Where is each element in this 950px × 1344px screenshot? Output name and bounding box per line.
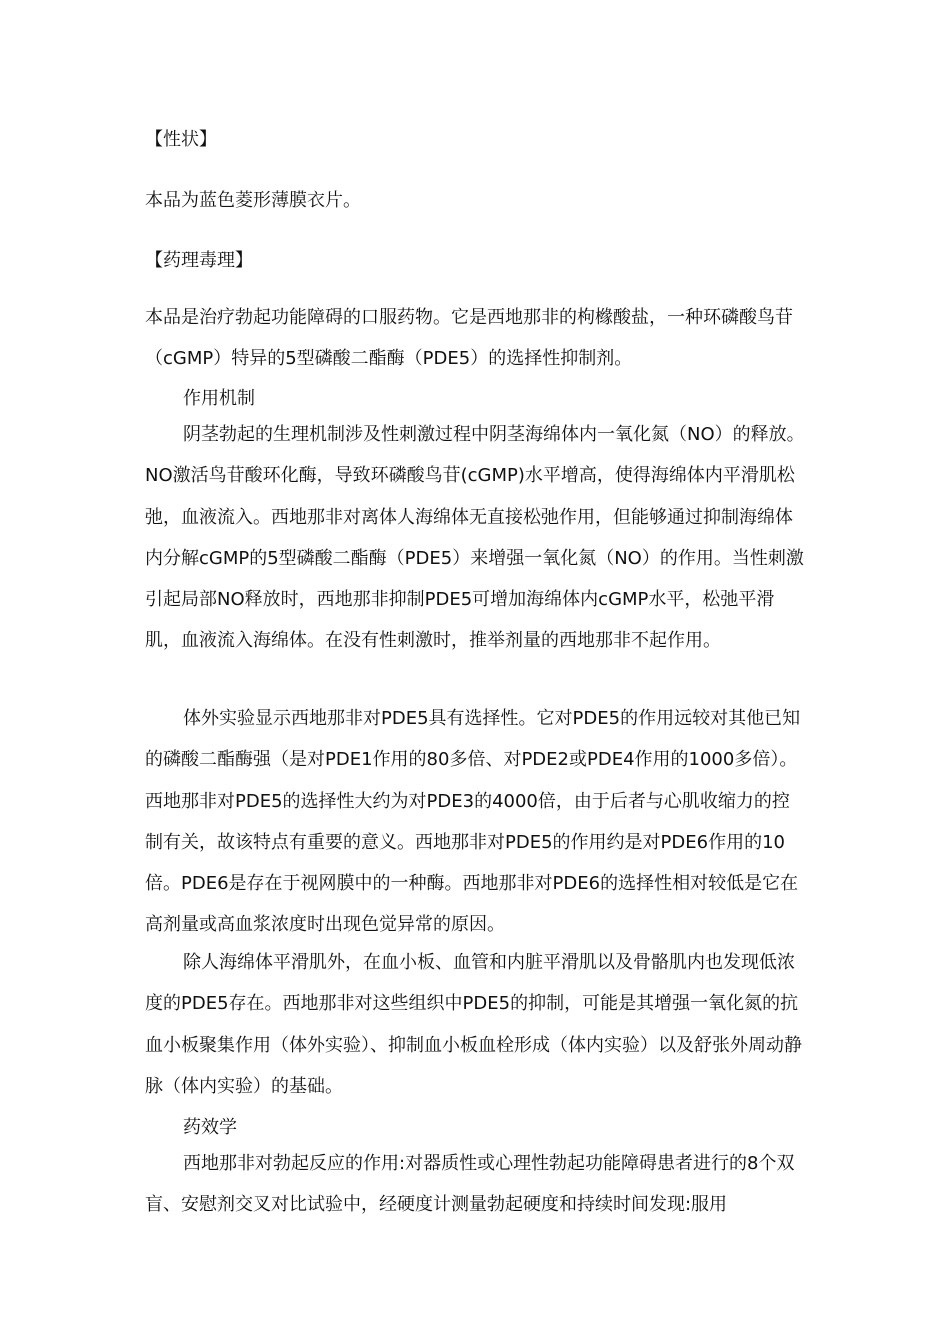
section-heading-pharmacology: 【药理毒理】 (145, 250, 253, 271)
mechanism-paragraph-1-text: 阴茎勃起的生理机制涉及性刺激过程中阴茎海绵体内一氧化氮（NO）的释放。NO激活鸟苷酸环化酶，导致环磷酸鸟苷(cGMP)水平增高，使得海绵体内平滑肌松弛，血液流入。西地那非对离体人海绵体无直接松弛作用，但能够通过抑制海绵体内分解cGMP的5型磷酸二酯酶（PDE5）来增强一氧化氮（NO）的作用。当性刺激引起局部NO释放时，西地那非抑制PDE5可增加海绵体内cGMP水平，松弛平滑肌，血液流入海绵体。在没有性刺激时，推举剂量的西地那非不起作用。 (145, 424, 805, 652)
mechanism-paragraph-2 (145, 698, 805, 946)
mechanism-paragraph-2-text: 体外实验显示西地那非对PDE5具有选择性。它对PDE5的作用远较对其他已知的磷酸二酯酶强（是对PDE1作用的80多倍、对PDE2或PDE4作用的1000多倍）。西地那非对PDE5的选择性大约为对PDE3的4000倍，由于后者与心肌收缩力的控制有关，故该特点有重要的意义。西地那非对PDE5的作用约是对PDE6作用的10倍。PDE6是存在于视网膜中的一种酶。西地那非对PDE6的选择性相对较低是它在高剂量或高血浆浓度时出现色觉异常的原因。 (145, 708, 801, 936)
mechanism-paragraph-3-text: 除人海绵体平滑肌外，在血小板、血管和内脏平滑肌以及骨骼肌内也发现低浓度的PDE5存在。西地那非对这些组织中PDE5的抑制，可能是其增强一氧化氮的抗血小板聚集作用（体外实验）、抑制血小板血栓形成（体内实验）以及舒张外周动静脉（体内实验）的基础。 (145, 952, 802, 1097)
pharmacodynamics-title: 药效学 (183, 1117, 237, 1138)
section-heading-properties: 【性状】 (145, 129, 217, 150)
properties-text: 本品为蓝色菱形薄膜衣片。 (145, 190, 361, 211)
pharmacodynamics-paragraph-1-text: 西地那非对勃起反应的作用:对器质性或心理性勃起功能障碍患者进行的8个双盲、安慰剂交叉对比试验中，经硬度计测量勃起硬度和持续时间发现:服用 (145, 1153, 795, 1216)
mechanism-paragraph-1 (145, 414, 805, 662)
pharmacodynamics-paragraph-1 (145, 1143, 805, 1226)
pharmacology-intro: 本品是治疗勃起功能障碍的口服药物。它是西地那非的枸橼酸盐，一种环磷酸鸟苷（cGMP）特异的5型磷酸二酯酶（PDE5）的选择性抑制剂。 (145, 307, 793, 370)
mechanism-paragraph-3 (145, 942, 805, 1107)
mechanism-title: 作用机制 (183, 388, 255, 409)
